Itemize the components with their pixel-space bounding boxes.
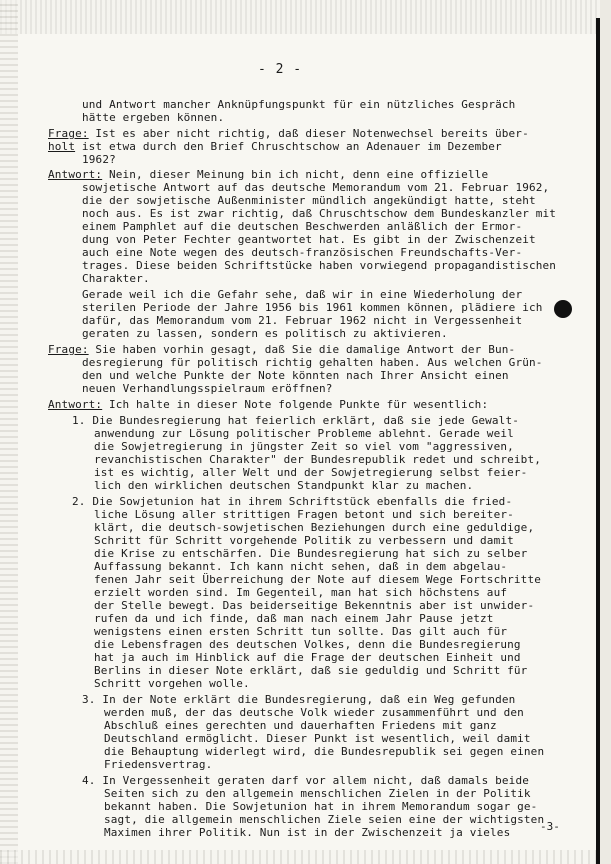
- text-line: [48, 168, 488, 181]
- line-text: Deutschland ermöglicht. Dieser Punkt ist wesentlich, weil damit: [104, 732, 531, 745]
- text-line: [104, 758, 212, 771]
- speaker-label: Frage:: [48, 343, 89, 356]
- text-line: [94, 651, 521, 664]
- text-line: [94, 440, 514, 453]
- text-line: [94, 677, 250, 690]
- text-line: [82, 194, 536, 207]
- line-text: dafür, das Memorandum vom 21. Februar 1962 nicht in Vergessenheit: [82, 314, 523, 327]
- text-line: [82, 382, 333, 395]
- line-text: werden muß, der das deutsche Volk wieder zusammenführt und den: [104, 706, 524, 719]
- line-text: Friedensvertrag.: [104, 758, 213, 771]
- text-line: [82, 327, 448, 340]
- line-text: Schritt für Schritt vorgehende Politik zu verbessern und damit: [94, 534, 514, 547]
- line-text: anwendung zur Lösung politischer Probleme ablehnt. Gerade weil: [94, 427, 514, 440]
- text-line: [104, 706, 524, 719]
- line-text: fenen Jahr seit Überreichung der Note auf diesem Wege Fortschritte: [94, 573, 541, 586]
- text-line: [82, 259, 556, 272]
- line-text: 2. Die Sowjetunion hat in ihrem Schriftstück ebenfalls die fried-: [72, 495, 513, 508]
- text-line: [104, 732, 531, 745]
- text-line: [48, 343, 515, 356]
- line-text: hat ja auch im Hinblick auf die Frage der deutschen Einheit und: [94, 651, 521, 664]
- line-text: wenigstens einen ersten Schritt tun sollte. Das gilt auch für: [94, 625, 508, 638]
- line-text: die Sowjetregierung in jüngster Zeit so viel vom "aggressiven,: [94, 440, 514, 453]
- text-line: [48, 127, 529, 140]
- line-text: neuen Verhandlungsspielraum eröffnen?: [82, 382, 333, 395]
- line-text: 3. In der Note erklärt die Bundesregierung, daß ein Weg gefunden: [82, 693, 516, 706]
- line-text: 1962?: [82, 153, 116, 166]
- line-text: Nein, dieser Meinung bin ich nicht, denn eine offizielle: [102, 168, 489, 181]
- text-line: [82, 233, 536, 246]
- text-line: [82, 288, 522, 301]
- text-line: [82, 246, 522, 259]
- text-line: [94, 664, 527, 677]
- text-line: [82, 153, 116, 166]
- line-text: sagt, die allgemein menschlichen Ziele seien eine der wichtigsten: [104, 813, 545, 826]
- page-number: - 2 -: [258, 62, 303, 77]
- line-text: lich den wirklichen deutschen Standpunkt klar zu machen.: [94, 479, 474, 492]
- text-line: [94, 612, 494, 625]
- text-line: [94, 560, 507, 573]
- line-text: trages. Diese beiden Schriftstücke haben vorwiegend propagandistischen: [82, 259, 557, 272]
- line-text: die Lebensfragen des deutschen Volkes, denn die Bundesregierung: [94, 638, 521, 651]
- text-line: [94, 638, 521, 651]
- text-line: [82, 181, 549, 194]
- line-text: klärt, die deutsch-sowjetischen Beziehungen durch eine geduldige,: [94, 521, 535, 534]
- text-line: [104, 787, 531, 800]
- line-text: geraten zu lassen, sondern es politisch zu aktivieren.: [82, 327, 448, 340]
- text-line: [82, 356, 543, 369]
- text-line: [82, 207, 556, 220]
- speaker-label: Frage:: [48, 127, 89, 140]
- text-line: [82, 693, 515, 706]
- next-page-marker: -3-: [540, 820, 560, 833]
- text-line: [94, 599, 534, 612]
- text-line: [94, 453, 541, 466]
- speaker-label: Antwort:: [48, 168, 103, 181]
- line-text: revanchistischen Charakter" der Bundesrepublik redet und schreibt,: [94, 453, 541, 466]
- speaker-label: Antwort:: [48, 398, 103, 411]
- line-text: auch eine Note wegen des deutsch-französischen Freundschafts-Ver-: [82, 246, 523, 259]
- line-text: rufen da und ich finde, daß man nach einem Jahr Pause jetzt: [94, 612, 494, 625]
- scan-noise-bottom: [0, 850, 611, 864]
- line-text: ist es wichtig, aller Welt und der Sowjetregierung selbst feier-: [94, 466, 528, 479]
- text-line: [82, 774, 529, 787]
- text-line: [94, 534, 514, 547]
- line-text: Gerade weil ich die Gefahr sehe, daß wir in eine Wiederholung der: [82, 288, 523, 301]
- line-text: dung von Peter Fechter geantwortet hat. Es gibt in der Zwischenzeit: [82, 233, 536, 246]
- line-text: Schritt vorgehen wolle.: [94, 677, 250, 690]
- text-line: [94, 427, 514, 440]
- page-edge-line: [596, 18, 600, 864]
- line-text: liche Lösung aller strittigen Fragen betont und sich bereiter-: [94, 508, 514, 521]
- line-text: erzielt worden sind. Im Gegenteil, man hat sich höchstens auf: [94, 586, 508, 599]
- line-text: ist etwa durch den Brief Chruschtschow an Adenauer im Dezember: [75, 140, 502, 153]
- line-text: 1. Die Bundesregierung hat feierlich erklärt, daß sie jede Gewalt-: [72, 414, 519, 427]
- line-text: Charakter.: [82, 272, 150, 285]
- line-text: Berlins in dieser Note erklärt, daß sie geduldig und Schritt für: [94, 664, 528, 677]
- text-line: [104, 813, 544, 826]
- line-text: sowjetische Antwort auf das deutsche Memorandum vom 21. Februar 1962,: [82, 181, 550, 194]
- text-line: [94, 547, 527, 560]
- speaker-label: holt: [48, 140, 76, 153]
- line-text: Ist es aber nicht richtig, daß dieser Notenwechsel bereits über-: [88, 127, 529, 140]
- text-line: [94, 508, 514, 521]
- line-text: Abschluß eines gerechten und dauerhaften Friedens mit ganz: [104, 719, 497, 732]
- text-line: [94, 573, 541, 586]
- text-line: [72, 495, 512, 508]
- line-text: Maximen ihrer Politik. Nun ist in der Zwischenzeit ja vieles: [104, 826, 511, 839]
- text-line: [48, 398, 488, 411]
- text-line: [82, 220, 522, 233]
- text-line: [82, 111, 224, 124]
- scan-noise-left: [0, 0, 18, 864]
- scan-noise-top: [0, 0, 611, 34]
- text-line: [104, 719, 497, 732]
- punch-hole: [554, 300, 572, 318]
- text-line: [104, 800, 537, 813]
- line-text: und Antwort mancher Anknüpfungspunkt für ein nützliches Gespräch: [82, 98, 516, 111]
- text-line: [82, 301, 543, 314]
- text-line: [48, 140, 502, 153]
- line-text: hätte ergeben können.: [82, 111, 225, 124]
- line-text: den und welche Punkte der Note könnten nach Ihrer Ansicht einen: [82, 369, 509, 382]
- line-text: desregierung für politisch richtig gehalten haben. Aus welchen Grün-: [82, 356, 543, 369]
- text-line: [104, 745, 544, 758]
- line-text: Auffassung bekannt. Ich kann nicht sehen, daß in dem abgelau-: [94, 560, 508, 573]
- line-text: Sie haben vorhin gesagt, daß Sie die damalige Antwort der Bun-: [88, 343, 516, 356]
- text-line: [82, 314, 522, 327]
- text-line: [82, 369, 509, 382]
- text-line: [94, 521, 534, 534]
- line-text: einem Pamphlet auf die deutschen Beschwerden anläßlich der Ermor-: [82, 220, 523, 233]
- line-text: Seiten sich zu den allgemein menschlichen Zielen in der Politik: [104, 787, 531, 800]
- text-line: [104, 826, 510, 839]
- line-text: Ich halte in dieser Note folgende Punkte für wesentlich:: [102, 398, 489, 411]
- text-line: [94, 586, 507, 599]
- line-text: sterilen Periode der Jahre 1956 bis 1961 kommen können, plädiere ich: [82, 301, 543, 314]
- text-line: [82, 98, 515, 111]
- line-text: 4. In Vergessenheit geraten darf vor allem nicht, daß damals beide: [82, 774, 529, 787]
- text-line: [82, 272, 150, 285]
- text-line: [94, 466, 527, 479]
- text-line: [94, 479, 473, 492]
- text-line: [72, 414, 519, 427]
- scan-margin-right: [600, 0, 611, 864]
- line-text: bekannt haben. Die Sowjetunion hat in ihrem Memorandum sogar ge-: [104, 800, 538, 813]
- line-text: die Behauptung widerlegt wird, die Bundesrepublik sei gegen einen: [104, 745, 545, 758]
- line-text: noch aus. Es ist zwar richtig, daß Chruschtschow dem Bundeskanzler mit: [82, 207, 557, 220]
- line-text: die der sowjetische Außenminister mündlich angekündigt hatte, steht: [82, 194, 536, 207]
- text-line: [94, 625, 507, 638]
- line-text: der Stelle bewegt. Das beiderseitige Bekenntnis aber ist unwider-: [94, 599, 535, 612]
- line-text: die Krise zu entschärfen. Die Bundesregierung hat sich zu selber: [94, 547, 528, 560]
